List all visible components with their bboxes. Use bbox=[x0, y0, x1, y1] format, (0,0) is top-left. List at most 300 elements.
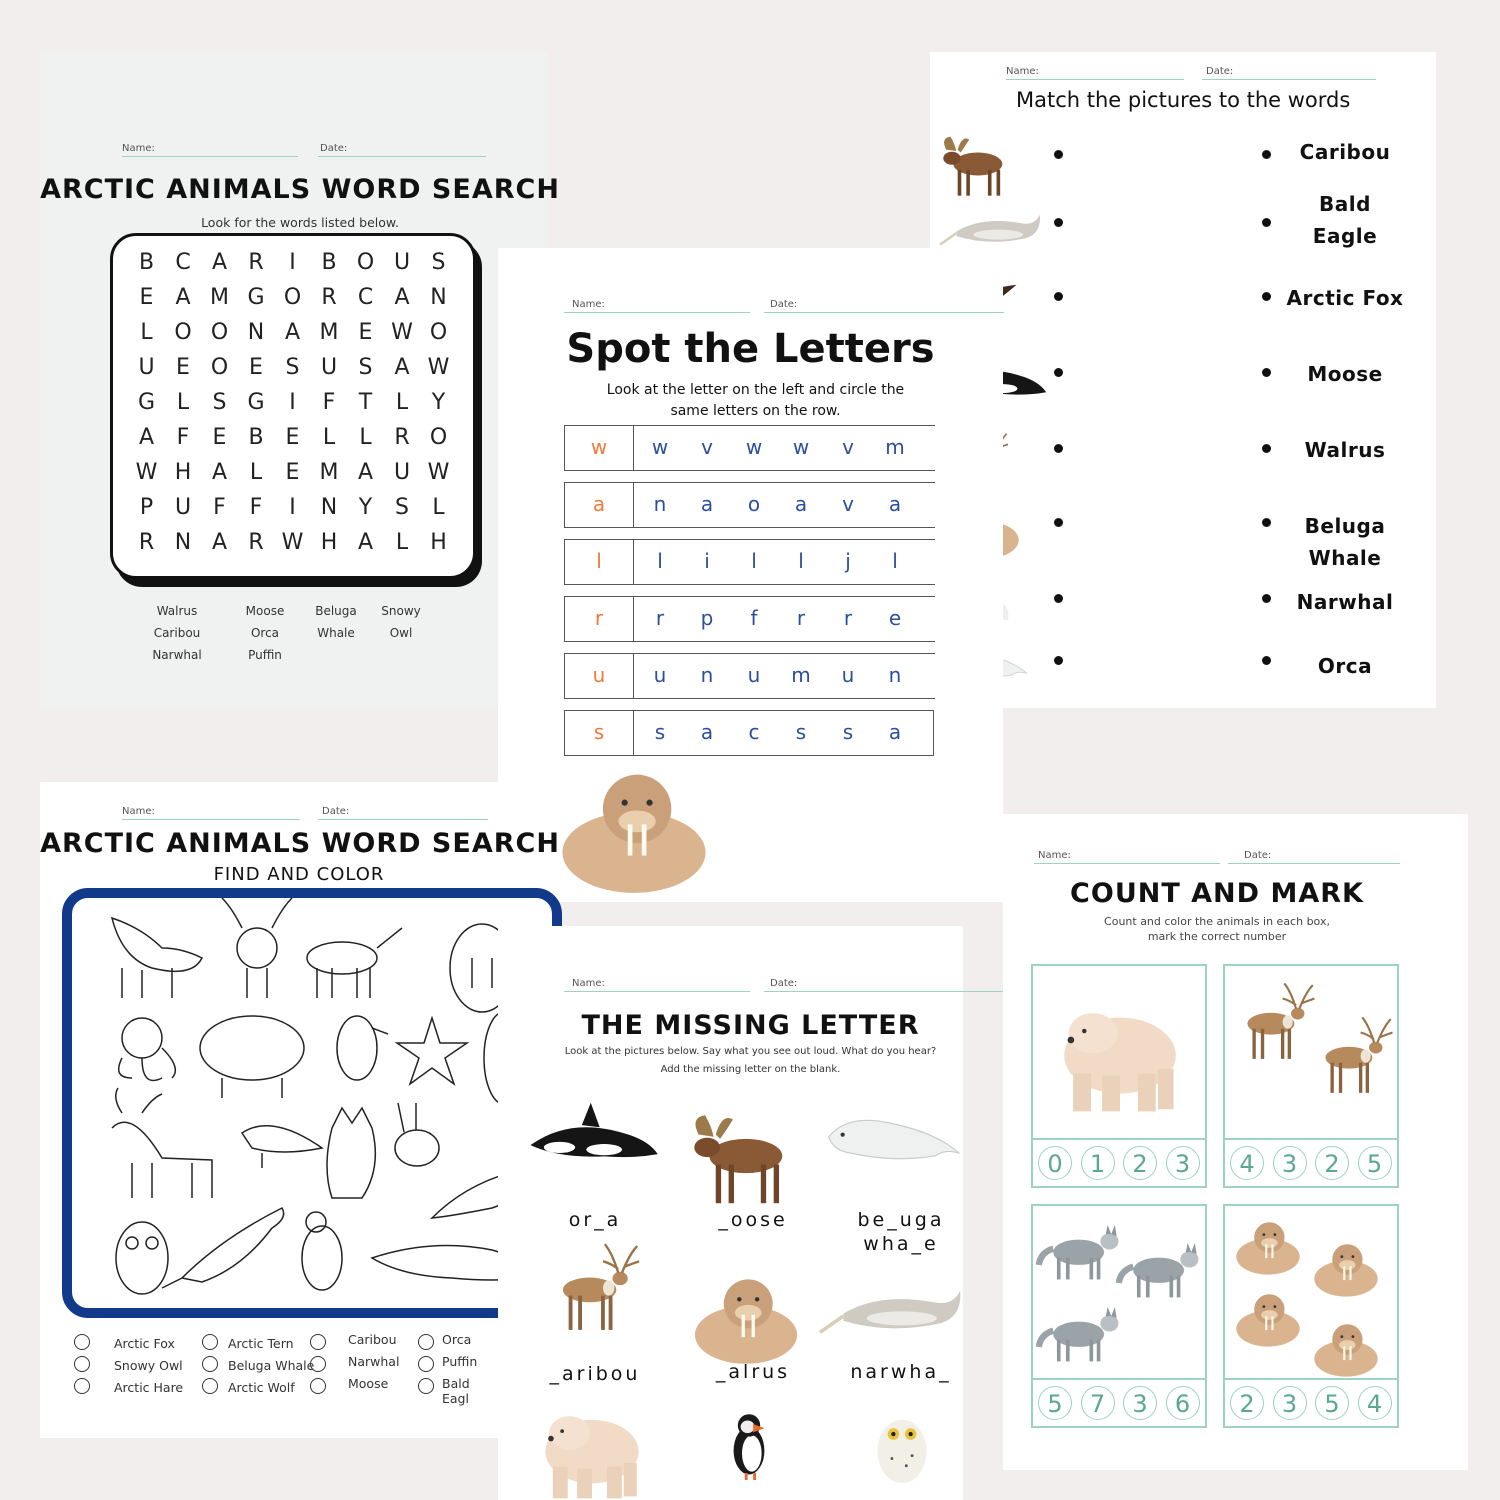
number-choice[interactable]: 3 bbox=[1166, 1146, 1200, 1180]
grid-letter[interactable]: I bbox=[289, 250, 297, 275]
moose-icon bbox=[940, 128, 1020, 200]
number-choice[interactable]: 5 bbox=[1315, 1386, 1349, 1420]
target-letter: r bbox=[565, 597, 634, 641]
grid-letter[interactable]: E bbox=[176, 355, 191, 380]
date-label: Date: bbox=[770, 299, 798, 310]
grid-letter[interactable]: A bbox=[211, 460, 229, 485]
grid-letter[interactable]: R bbox=[248, 250, 265, 275]
octopus-outline-icon bbox=[119, 1018, 176, 1081]
puffin-icon bbox=[714, 1390, 784, 1500]
grid-letter[interactable]: B bbox=[248, 425, 265, 450]
match-word-line-1: Bald bbox=[1319, 192, 1371, 216]
grid-letter[interactable]: S bbox=[358, 355, 374, 380]
grid-letter[interactable]: F bbox=[249, 495, 264, 520]
letter-option[interactable]: e bbox=[888, 606, 902, 630]
match-dot-left[interactable] bbox=[1054, 218, 1063, 227]
grid-letter[interactable]: C bbox=[175, 250, 192, 275]
letter-option[interactable]: j bbox=[845, 549, 851, 573]
snowy-owl-icon bbox=[866, 1394, 938, 1500]
letter-option[interactable]: w bbox=[792, 435, 810, 459]
grid-letter[interactable]: A bbox=[357, 530, 375, 555]
letter-option[interactable]: m bbox=[791, 663, 811, 687]
word-list-item: Narwhal bbox=[152, 648, 202, 662]
match-word-line-1: Narwhal bbox=[1296, 590, 1394, 614]
letter-option[interactable]: a bbox=[794, 492, 808, 516]
number-choices bbox=[1033, 1378, 1205, 1426]
match-word-line-1: Moose bbox=[1307, 362, 1383, 386]
grid-letter[interactable]: L bbox=[322, 425, 337, 450]
letter-option[interactable]: v bbox=[842, 492, 854, 516]
grid-row bbox=[113, 355, 473, 390]
subtitle: Look for the words listed below. bbox=[201, 215, 399, 230]
checkbox[interactable] bbox=[74, 1356, 90, 1372]
word-line-1: _alrus bbox=[715, 1361, 791, 1383]
name-label: Name: bbox=[572, 299, 605, 310]
match-dot-left[interactable] bbox=[1054, 150, 1063, 159]
date-label: Date: bbox=[322, 806, 350, 817]
walrus-icon bbox=[684, 1266, 808, 1366]
grid-row bbox=[113, 460, 473, 495]
match-word-line-2: Whale bbox=[1308, 546, 1382, 570]
grid-letter[interactable]: O bbox=[210, 355, 230, 380]
wolf-outline-icon bbox=[327, 1108, 375, 1198]
number-choice[interactable]: 2 bbox=[1230, 1386, 1264, 1420]
letter-option[interactable]: l bbox=[892, 549, 898, 573]
checkbox[interactable] bbox=[202, 1356, 218, 1372]
grid-letter[interactable]: A bbox=[138, 425, 156, 450]
orca-icon bbox=[526, 1098, 660, 1170]
caribou-outline-icon-2 bbox=[112, 1088, 212, 1198]
letter-option[interactable]: s bbox=[795, 720, 807, 744]
checkbox[interactable] bbox=[418, 1334, 434, 1350]
grid-letter[interactable]: H bbox=[320, 530, 339, 555]
letter-option[interactable]: v bbox=[701, 435, 713, 459]
grid-letter[interactable]: M bbox=[319, 460, 340, 485]
grid-letter[interactable]: U bbox=[320, 355, 339, 380]
grid-letter[interactable]: O bbox=[356, 250, 376, 275]
grid-letter[interactable]: G bbox=[247, 390, 266, 415]
grid-letter[interactable]: L bbox=[395, 530, 410, 555]
grid-letter[interactable]: A bbox=[357, 460, 375, 485]
grid-letter[interactable]: S bbox=[431, 250, 447, 275]
match-dot-left[interactable] bbox=[1054, 594, 1063, 603]
walrus-icon bbox=[1307, 1236, 1385, 1298]
grid-letter[interactable]: W bbox=[427, 460, 451, 485]
grid-letter[interactable]: A bbox=[211, 250, 229, 275]
count-mark-sheet bbox=[1003, 814, 1468, 1470]
instructions-line-1: Count and color the animals in each box, bbox=[1104, 915, 1330, 928]
walrus-icon bbox=[1229, 1214, 1307, 1276]
word-line-1: _oose bbox=[718, 1209, 788, 1231]
caribou-icon bbox=[1229, 972, 1317, 1072]
number-choices bbox=[1033, 1138, 1205, 1186]
fox-outline-icon bbox=[112, 918, 202, 998]
letter-option[interactable]: c bbox=[748, 720, 760, 744]
number-choice[interactable]: 7 bbox=[1081, 1386, 1115, 1420]
checkbox[interactable] bbox=[202, 1334, 218, 1350]
grid-letter[interactable]: E bbox=[139, 285, 155, 310]
eagle-outline-icon bbox=[302, 1212, 342, 1290]
narwhal-icon bbox=[940, 196, 1044, 250]
grid-letter[interactable]: A bbox=[175, 285, 192, 310]
word-line-1: be_uga bbox=[857, 1209, 945, 1231]
grid-letter[interactable]: S bbox=[285, 355, 301, 380]
instructions-line-2: same letters on the row. bbox=[670, 403, 841, 419]
letter-row bbox=[564, 482, 935, 528]
date-label: Date: bbox=[320, 143, 348, 154]
match-dot-left[interactable] bbox=[1054, 292, 1063, 301]
grid-letter[interactable]: O bbox=[429, 425, 449, 450]
grid-letter[interactable]: A bbox=[394, 355, 411, 380]
grid-row bbox=[113, 285, 473, 320]
grid-letter[interactable]: N bbox=[247, 320, 266, 345]
name-label: Name: bbox=[122, 806, 155, 817]
grid-letter[interactable]: R bbox=[321, 285, 338, 310]
word-list-column bbox=[225, 600, 305, 666]
match-word bbox=[1270, 510, 1420, 574]
checklist-label: Arctic Hare bbox=[114, 1380, 184, 1395]
letter-row bbox=[564, 539, 935, 585]
grid-letter[interactable]: U bbox=[393, 460, 412, 485]
polar-bear-icon bbox=[536, 1394, 648, 1500]
number-choice[interactable]: 2 bbox=[1315, 1146, 1349, 1180]
grid-letter[interactable]: E bbox=[285, 460, 301, 485]
letter-option[interactable]: s bbox=[654, 720, 666, 744]
letter-option[interactable]: r bbox=[796, 606, 806, 630]
grid-row bbox=[113, 495, 473, 530]
grid-letter[interactable]: F bbox=[322, 390, 337, 415]
letter-option[interactable]: p bbox=[700, 606, 714, 630]
missing-letter-word[interactable] bbox=[826, 1360, 976, 1384]
word-list-item: Snowy bbox=[381, 604, 421, 618]
grid-letter[interactable]: B bbox=[321, 250, 338, 275]
missing-letter-word[interactable] bbox=[678, 1360, 828, 1384]
grid-letter[interactable]: L bbox=[249, 460, 264, 485]
page-title: COUNT AND MARK bbox=[1070, 878, 1364, 909]
grid-letter[interactable]: W bbox=[391, 320, 414, 345]
word-line-2: wha_e bbox=[863, 1233, 939, 1255]
match-word bbox=[1270, 136, 1420, 168]
target-letter: s bbox=[565, 711, 634, 755]
grid-letter[interactable]: M bbox=[210, 285, 230, 310]
grid-letter[interactable]: Y bbox=[358, 495, 374, 520]
letter-option[interactable]: u bbox=[653, 663, 667, 687]
starfish-outline-icon bbox=[397, 1018, 467, 1084]
checklist-label: Arctic Wolf bbox=[228, 1380, 295, 1395]
target-letter: w bbox=[565, 426, 634, 470]
count-box bbox=[1223, 964, 1399, 1188]
page-title: ARCTIC ANIMALS WORD SEARCH bbox=[40, 828, 560, 859]
grid-letter[interactable]: U bbox=[174, 495, 193, 520]
grid-letter[interactable]: L bbox=[432, 495, 446, 520]
date-label: Date: bbox=[1206, 66, 1234, 77]
checkbox[interactable] bbox=[74, 1378, 90, 1394]
page-title: Match the pictures to the words bbox=[1016, 88, 1351, 112]
grid-letter[interactable]: O bbox=[429, 320, 449, 345]
checklist-label: Beluga Whale bbox=[228, 1358, 315, 1373]
count-box bbox=[1031, 1204, 1207, 1428]
checklist-label: Orca bbox=[442, 1332, 472, 1347]
grid-letter[interactable]: E bbox=[249, 355, 264, 380]
grid-letter[interactable]: A bbox=[284, 320, 302, 345]
narwhal-icon bbox=[820, 1262, 966, 1342]
caribou-outline-icon bbox=[222, 898, 292, 998]
letter-option[interactable]: m bbox=[885, 435, 905, 459]
match-word bbox=[1270, 358, 1420, 390]
page-title: ARCTIC ANIMALS WORD SEARCH bbox=[40, 174, 560, 205]
number-choices bbox=[1225, 1138, 1397, 1186]
count-box bbox=[1031, 964, 1207, 1188]
grid-letter[interactable]: O bbox=[283, 285, 303, 310]
grid-letter[interactable]: N bbox=[320, 495, 339, 520]
grid-letter[interactable]: F bbox=[176, 425, 191, 450]
match-word bbox=[1270, 434, 1420, 466]
puffin-outline-icon bbox=[337, 1016, 388, 1080]
gull-outline-icon bbox=[242, 1126, 322, 1168]
checklist-label: Narwhal bbox=[348, 1354, 400, 1369]
number-choice[interactable]: 5 bbox=[1358, 1146, 1392, 1180]
number-choice[interactable]: 0 bbox=[1038, 1146, 1072, 1180]
walrus-icon bbox=[1229, 1286, 1307, 1348]
letter-option[interactable]: a bbox=[888, 492, 902, 516]
grid-letter[interactable]: O bbox=[174, 320, 193, 345]
grid-letter[interactable]: U bbox=[138, 355, 156, 380]
letter-row bbox=[564, 425, 935, 471]
grid-letter[interactable]: B bbox=[138, 250, 156, 275]
word-line-1: narwha_ bbox=[850, 1361, 952, 1383]
name-label: Name: bbox=[572, 978, 605, 989]
subtitle: FIND AND COLOR bbox=[213, 864, 385, 885]
word-list-column bbox=[137, 600, 217, 666]
letter-option[interactable]: l bbox=[751, 549, 757, 573]
grid-letter[interactable]: F bbox=[213, 495, 227, 520]
count-box bbox=[1223, 1204, 1399, 1428]
grid-letter[interactable]: C bbox=[357, 285, 375, 310]
word-list-item: Whale bbox=[317, 626, 355, 640]
grid-letter[interactable]: G bbox=[247, 285, 266, 310]
grid-letter[interactable]: W bbox=[281, 530, 305, 555]
letter-grid bbox=[110, 233, 476, 579]
hare-outline-icon bbox=[395, 1103, 439, 1166]
match-dot-left[interactable] bbox=[1054, 368, 1063, 377]
match-dot-left[interactable] bbox=[1054, 444, 1063, 453]
missing-letter-word[interactable] bbox=[678, 1208, 828, 1232]
instructions-line-1: Look at the letter on the left and circle the bbox=[606, 382, 905, 398]
word-list-item: Beluga bbox=[315, 604, 357, 618]
letter-option[interactable]: w bbox=[651, 435, 669, 459]
checkbox[interactable] bbox=[310, 1356, 326, 1372]
letter-option[interactable]: s bbox=[842, 720, 854, 744]
grid-letter[interactable]: L bbox=[140, 320, 154, 345]
grid-letter[interactable]: O bbox=[210, 320, 230, 345]
grid-letter[interactable]: N bbox=[174, 530, 193, 555]
checklist-label: Puffin bbox=[442, 1354, 478, 1369]
letter-option[interactable]: u bbox=[747, 663, 761, 687]
checkbox[interactable] bbox=[202, 1378, 218, 1394]
polar-bear-icon bbox=[1053, 980, 1187, 1120]
name-label: Name: bbox=[1038, 850, 1071, 861]
find-color-sheet bbox=[40, 782, 560, 1438]
grid-letter[interactable]: G bbox=[137, 390, 157, 415]
checklist-label: Arctic Fox bbox=[114, 1336, 175, 1351]
match-word-line-1: Walrus bbox=[1304, 438, 1386, 462]
date-label: Date: bbox=[1244, 850, 1272, 861]
missing-letter-sheet bbox=[498, 926, 963, 1500]
target-letter: u bbox=[565, 654, 634, 698]
grid-row bbox=[113, 530, 473, 565]
checklist-label: Arctic Tern bbox=[228, 1336, 294, 1351]
narwhal-outline-icon bbox=[162, 1208, 284, 1288]
letter-option[interactable]: w bbox=[745, 435, 763, 459]
grid-letter[interactable]: W bbox=[427, 355, 451, 380]
word-list-item: Puffin bbox=[248, 648, 282, 662]
grid-row bbox=[113, 425, 473, 460]
letter-option[interactable]: u bbox=[841, 663, 855, 687]
coloring-illustrations bbox=[72, 898, 552, 1308]
number-choice[interactable]: 4 bbox=[1358, 1386, 1392, 1420]
grid-letter[interactable]: H bbox=[174, 460, 193, 485]
moose-outline-icon bbox=[307, 928, 402, 998]
grid-row bbox=[113, 320, 473, 355]
match-word bbox=[1270, 650, 1420, 682]
sheet-footer-band bbox=[498, 902, 1003, 924]
letter-option[interactable]: v bbox=[842, 435, 854, 459]
wolf-icon bbox=[1037, 1214, 1123, 1286]
number-choice[interactable]: 6 bbox=[1166, 1386, 1200, 1420]
number-choice[interactable]: 3 bbox=[1273, 1386, 1307, 1420]
grid-letter[interactable]: W bbox=[135, 460, 159, 485]
grid-letter[interactable]: U bbox=[393, 250, 412, 275]
grid-letter[interactable]: Y bbox=[431, 390, 447, 415]
match-dot-left[interactable] bbox=[1054, 518, 1063, 527]
number-choice[interactable]: 5 bbox=[1038, 1386, 1072, 1420]
grid-letter[interactable]: N bbox=[430, 285, 448, 310]
page-title: THE MISSING LETTER bbox=[581, 1010, 920, 1041]
checkbox[interactable] bbox=[310, 1378, 326, 1394]
checkbox[interactable] bbox=[74, 1334, 90, 1350]
missing-letter-word[interactable] bbox=[520, 1208, 670, 1232]
beluga-icon bbox=[824, 1102, 964, 1172]
letter-option[interactable]: r bbox=[655, 606, 665, 630]
grid-letter[interactable]: L bbox=[176, 390, 191, 415]
checkbox[interactable] bbox=[418, 1356, 434, 1372]
target-letter: l bbox=[565, 540, 634, 584]
word-list-column bbox=[361, 600, 441, 644]
grid-letter[interactable]: R bbox=[248, 530, 265, 555]
match-word-line-2: Eagle bbox=[1312, 224, 1378, 248]
missing-letter-word[interactable] bbox=[520, 1362, 670, 1386]
caribou-icon bbox=[1307, 1006, 1395, 1106]
number-choice[interactable]: 3 bbox=[1123, 1386, 1157, 1420]
letter-row bbox=[564, 710, 934, 756]
grid-letter[interactable]: R bbox=[394, 425, 411, 450]
caribou-icon bbox=[542, 1228, 642, 1348]
match-word bbox=[1270, 586, 1420, 618]
letter-option[interactable]: l bbox=[657, 549, 663, 573]
number-choice[interactable]: 1 bbox=[1081, 1146, 1115, 1180]
word-line-1: _aribou bbox=[549, 1363, 641, 1385]
word-list-item: Orca bbox=[250, 626, 280, 640]
match-word-line-1: Arctic Fox bbox=[1286, 286, 1404, 310]
number-choice[interactable]: 3 bbox=[1273, 1146, 1307, 1180]
wolf-icon bbox=[1037, 1296, 1123, 1368]
letter-option[interactable]: f bbox=[750, 606, 758, 630]
number-choices bbox=[1225, 1378, 1397, 1426]
letter-option[interactable]: a bbox=[888, 720, 902, 744]
grid-letter[interactable]: M bbox=[319, 320, 340, 345]
number-choice[interactable]: 2 bbox=[1123, 1146, 1157, 1180]
letter-option[interactable]: l bbox=[798, 549, 804, 573]
letter-row bbox=[564, 596, 935, 642]
match-dot-left[interactable] bbox=[1054, 656, 1063, 665]
grid-letter[interactable]: T bbox=[358, 390, 374, 415]
checklist-label: Snowy Owl bbox=[114, 1358, 183, 1373]
grid-letter[interactable]: S bbox=[395, 495, 410, 520]
checklist-label: Moose bbox=[348, 1376, 389, 1391]
word-list-item: Owl bbox=[389, 626, 413, 640]
grid-letter[interactable]: E bbox=[285, 425, 301, 450]
grid-row bbox=[113, 250, 473, 285]
letter-option[interactable]: n bbox=[700, 663, 714, 687]
instructions-line-2: Add the missing letter on the blank. bbox=[660, 1064, 841, 1075]
coloring-frame bbox=[62, 888, 562, 1318]
letter-option[interactable]: n bbox=[653, 492, 667, 516]
letter-option[interactable]: i bbox=[704, 549, 710, 573]
word-line-1: or_a bbox=[568, 1209, 622, 1231]
missing-letter-word[interactable] bbox=[826, 1208, 976, 1256]
checklist-label: Caribou bbox=[348, 1332, 397, 1347]
grid-letter[interactable]: I bbox=[289, 390, 297, 415]
match-sheet bbox=[930, 52, 1436, 708]
target-letter: a bbox=[565, 483, 634, 527]
letter-option[interactable]: a bbox=[700, 720, 714, 744]
grid-letter[interactable]: P bbox=[139, 495, 155, 520]
grid-letter[interactable]: I bbox=[289, 495, 297, 520]
letter-option[interactable]: r bbox=[843, 606, 853, 630]
grid-letter[interactable]: A bbox=[394, 285, 411, 310]
letter-option[interactable]: a bbox=[700, 492, 714, 516]
match-word bbox=[1270, 188, 1420, 252]
grid-letter[interactable]: L bbox=[359, 425, 373, 450]
match-word bbox=[1270, 282, 1420, 314]
page-title: Spot the Letters bbox=[566, 326, 935, 372]
walrus-icon bbox=[1307, 1316, 1385, 1378]
wolf-icon bbox=[1117, 1232, 1203, 1304]
instructions-line-1: Look at the pictures below. Say what you see out loud. What do you hear? bbox=[564, 1046, 937, 1057]
grid-letter[interactable]: E bbox=[358, 320, 374, 345]
word-list-item: Moose bbox=[245, 604, 285, 618]
checkbox[interactable] bbox=[418, 1378, 434, 1394]
moose-icon bbox=[690, 1102, 808, 1210]
name-label: Name: bbox=[122, 143, 155, 154]
polar-bear-outline-icon bbox=[200, 1016, 304, 1098]
grid-letter[interactable]: A bbox=[211, 530, 229, 555]
grid-letter[interactable]: H bbox=[430, 530, 448, 555]
grid-letter[interactable]: L bbox=[395, 390, 410, 415]
number-choice[interactable]: 4 bbox=[1230, 1146, 1264, 1180]
letter-option[interactable]: o bbox=[747, 492, 761, 516]
name-label: Name: bbox=[1006, 66, 1039, 77]
grid-letter[interactable]: S bbox=[212, 390, 228, 415]
instructions-line-2: mark the correct number bbox=[1147, 930, 1287, 943]
walrus-icon bbox=[544, 756, 724, 896]
grid-letter[interactable]: R bbox=[138, 530, 156, 555]
checkbox[interactable] bbox=[310, 1334, 326, 1350]
date-label: Date: bbox=[770, 978, 798, 989]
grid-letter[interactable]: E bbox=[212, 425, 228, 450]
match-word-line-1: Beluga bbox=[1304, 514, 1386, 538]
letter-option[interactable]: n bbox=[888, 663, 902, 687]
